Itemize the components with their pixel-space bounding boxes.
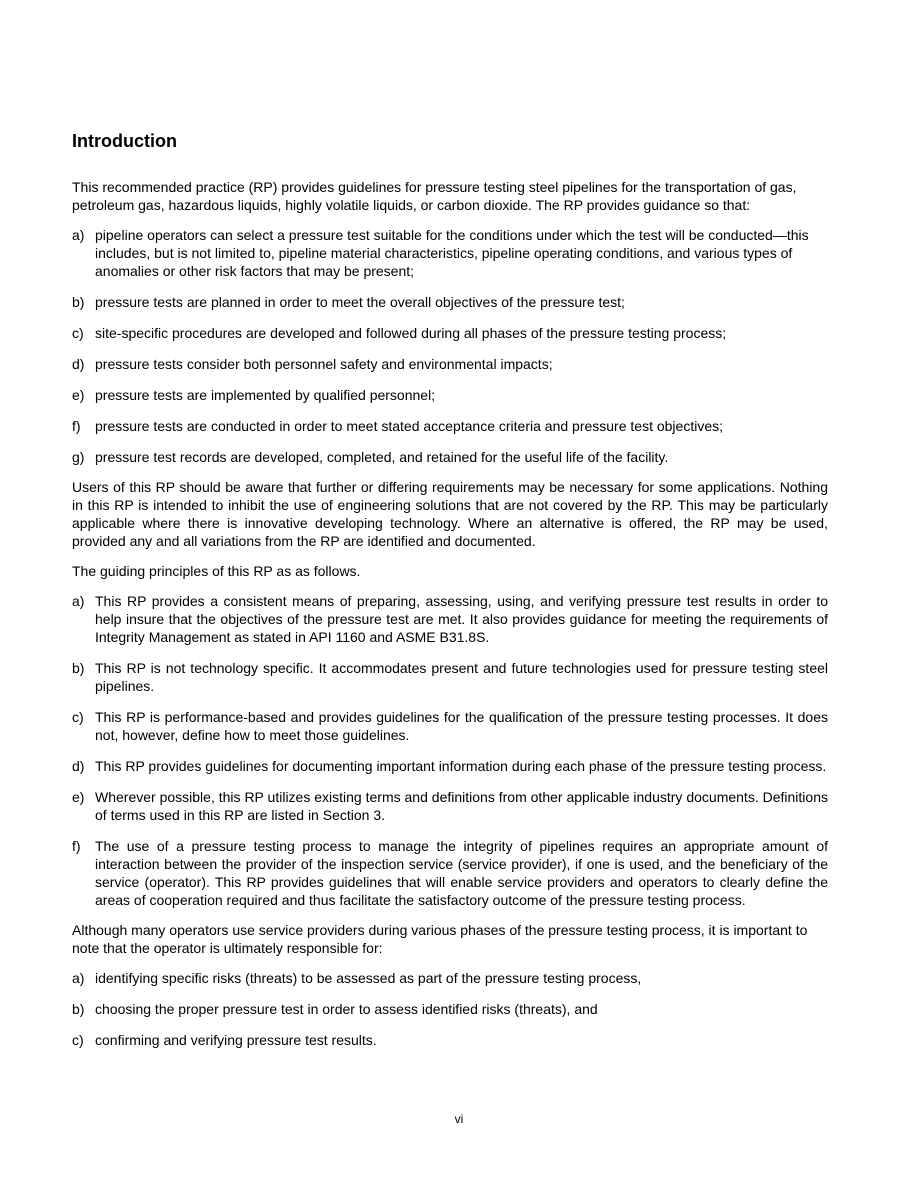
list-marker: a) <box>72 970 85 986</box>
list-item-text: pressure tests are conducted in order to meet stated acceptance criteria and pressure test objectives; <box>95 418 723 434</box>
list-item-text: identifying specific risks (threats) to be assessed as part of the pressure testing process, <box>95 970 642 986</box>
principles-list <box>72 592 828 909</box>
page-number: vi <box>454 1112 464 1126</box>
list-item-text: pressure tests are planned in order to meet the overall objectives of the pressure test; <box>95 294 625 310</box>
responsibilities-list <box>72 969 828 1049</box>
list-marker: g) <box>72 449 85 465</box>
list-item-text: The use of a pressure testing process to manage the integrity of pipelines requires an appropriate amount of interaction between the provider of the inspection service (service provider), if one is used, and the beneficiary of the service (operator). This RP provides guidelines that will enable service providers and operators to clearly define the areas of cooperation required and thus facilitate the satisfactory outcome of the pressure testing process. <box>95 838 828 908</box>
page-title: Introduction <box>72 131 177 151</box>
list-item-text: This RP provides guidelines for documenting important information during each phase of the pressure testing process. <box>95 758 827 774</box>
list-marker: e) <box>72 789 85 805</box>
list-item <box>72 417 828 435</box>
users-paragraph: Users of this RP should be aware that further or differing requirements may be necessary for some applications. Nothing in this RP is intended to inhibit the use of engineering solutions that are not covered by the RP. This may be particularly applicable where there is innovative developing technology. Where an alternative is offered, the RP may be used, provided any and all variations from the RP are identified and documented. <box>72 479 828 549</box>
list-item-text: pressure test records are developed, completed, and retained for the useful life of the facility. <box>95 449 669 465</box>
list-marker: f) <box>72 838 81 854</box>
list-item <box>72 837 828 909</box>
list-item <box>72 659 828 695</box>
list-marker: c) <box>72 709 84 725</box>
list-item <box>72 1000 828 1018</box>
list-marker: b) <box>72 660 85 676</box>
list-item-text: site-specific procedures are developed and followed during all phases of the pressure testing process; <box>95 325 727 341</box>
list-marker: e) <box>72 387 85 403</box>
list-item-text: pressure tests are implemented by qualified personnel; <box>95 387 436 403</box>
list-marker: f) <box>72 418 81 434</box>
document-body <box>72 130 828 1061</box>
list-marker: b) <box>72 294 85 310</box>
guidance-list <box>72 226 828 466</box>
list-item <box>72 324 828 342</box>
list-item <box>72 386 828 404</box>
list-item <box>72 757 828 775</box>
list-marker: c) <box>72 325 84 341</box>
list-marker: d) <box>72 758 85 774</box>
list-item <box>72 293 828 311</box>
list-item <box>72 1031 828 1049</box>
list-item-text: This RP provides a consistent means of preparing, assessing, using, and verifying pressure test results in order to help insure that the objectives of the pressure test are met. It also provides guidance for meeting the requirements of Integrity Management as stated in API 1160 and ASME B31.8S. <box>95 593 828 645</box>
list-item-text: This RP is performance-based and provides guidelines for the qualification of the pressure testing processes. It does not, however, define how to meet those guidelines. <box>95 709 828 743</box>
list-item <box>72 969 828 987</box>
list-marker: a) <box>72 227 85 243</box>
list-marker: d) <box>72 356 85 372</box>
principles-intro: The guiding principles of this RP as as follows. <box>72 563 361 579</box>
list-item <box>72 448 828 466</box>
intro-paragraph: This recommended practice (RP) provides guidelines for pressure testing steel pipelines for the transportation of gas, petroleum gas, hazardous liquids, highly volatile liquids, or carbon dioxide. The RP provides guidance so that: <box>72 179 797 213</box>
list-item <box>72 708 828 744</box>
list-item <box>72 226 828 280</box>
list-item <box>72 788 828 824</box>
list-item-text: choosing the proper pressure test in order to assess identified risks (threats), and <box>95 1001 598 1017</box>
list-item-text: pressure tests consider both personnel safety and environmental impacts; <box>95 356 553 372</box>
list-marker: a) <box>72 593 85 609</box>
list-item-text: Wherever possible, this RP utilizes existing terms and definitions from other applicable industry documents. Definitions of terms used in this RP are listed in Section 3. <box>95 789 828 823</box>
list-item <box>72 355 828 373</box>
list-item <box>72 592 828 646</box>
list-item-text: pipeline operators can select a pressure test suitable for the conditions under which the test will be conducted—this includes, but is not limited to, pipeline material characteristics, pipeline operating conditions, and various types of anomalies or other risk factors that may be present; <box>95 227 809 279</box>
operators-paragraph: Although many operators use service providers during various phases of the pressure testing process, it is important to note that the operator is ultimately responsible for: <box>72 922 808 956</box>
list-item-text: This RP is not technology specific. It accommodates present and future technologies used for pressure testing steel pipelines. <box>95 660 828 694</box>
list-marker: b) <box>72 1001 85 1017</box>
list-marker: c) <box>72 1032 84 1048</box>
list-item-text: confirming and verifying pressure test results. <box>95 1032 377 1048</box>
